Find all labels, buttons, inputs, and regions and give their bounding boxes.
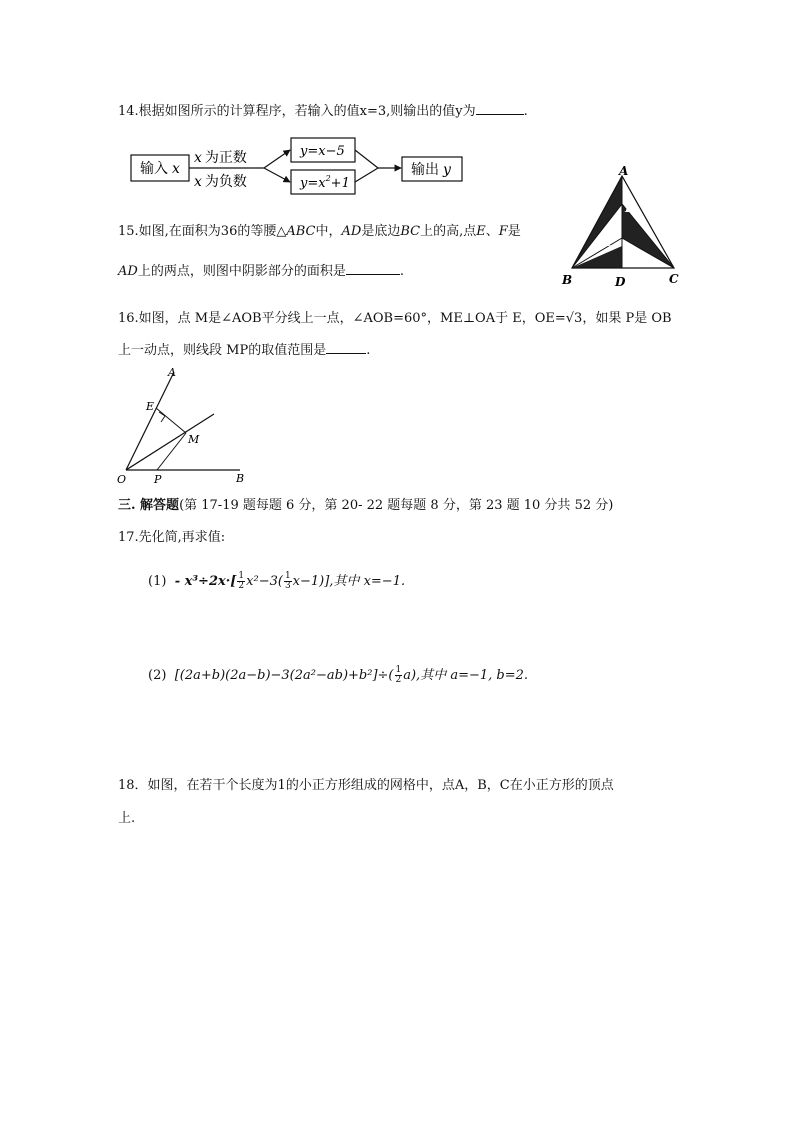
q14-flowchart (128, 134, 478, 198)
flow-branch-positive: x 为正数 (194, 150, 247, 166)
flow-arrow-up (264, 150, 290, 168)
label-b: B (562, 273, 573, 287)
flow-input-text: 输入 x (140, 161, 180, 177)
q15-line1: 15.如图,在面积为36的等腰△ABC中，AD是底边BC上的高,点E、F是 (118, 224, 521, 239)
label-e: E (146, 400, 155, 413)
fraction-third: $\frac{1}{3}$ (284, 571, 291, 591)
q15-line2: AD上的两点，则图中阴影部分的面积是 . (118, 264, 404, 279)
segment-mp (157, 433, 186, 470)
label-e: E (625, 201, 635, 215)
fraction-half-2: $\frac{1}{2}$ (395, 665, 402, 685)
label-m: M (188, 433, 200, 446)
flow-output-text: 输出 y (411, 162, 451, 178)
flow-arrow-down (264, 168, 290, 182)
label-c: C (669, 272, 679, 286)
section3-header (118, 497, 613, 515)
q17-title: 17.先化简,再求值: (118, 530, 226, 545)
q16-line1: 16.如图，点 M是∠AOB平分线上一点，∠AOB=60°，ME⊥OA于 E，OE=√3，如果 P是 OB (118, 311, 672, 326)
section3-title: 三. 解答题 (118, 498, 180, 513)
fraction-half: $\frac{1}{2}$ (238, 571, 245, 591)
q18-line1: 18．如图，在若干个长度为1的小正方形组成的网格中，点A，B，C在小正方形的顶点 (118, 778, 614, 793)
q17-part1: (1) - x³÷2x·[ $\frac{1}{2}$ x²−3( $\frac{1}{3}$ x−1)],其中 x=−1. (148, 571, 406, 591)
flow-branch-negative: x 为负数 (194, 174, 247, 190)
q15-triangle-figure (558, 162, 688, 292)
flow-merge-down (355, 168, 378, 182)
label-a: A (619, 164, 629, 178)
q16-angle-figure (112, 362, 262, 486)
flow-merge-up (355, 150, 378, 168)
q15-answer-blank[interactable] (346, 274, 400, 275)
segment-me (156, 408, 186, 433)
q14-answer-blank[interactable] (476, 114, 524, 115)
label-o: O (117, 473, 127, 486)
q14-text: 14.根据如图所示的计算程序，若输入的值x=3,则输出的值y为 . (118, 104, 528, 119)
right-angle-mark (159, 412, 165, 422)
label-f: F (606, 235, 615, 249)
label-d: D (615, 275, 626, 289)
q16-answer-blank[interactable] (326, 353, 366, 354)
q18-line2: 上. (118, 811, 136, 826)
flow-box-bottom-text: $y=x^2+1$ (300, 174, 350, 191)
flow-box-top-text: y=x−5 (300, 144, 345, 159)
label-b: B (236, 472, 245, 485)
q16-line2: 上一动点，则线段 MP的取值范围是 . (118, 343, 371, 358)
q17-part2: (2) [(2a+b)(2a−b)−3(2a²−ab)+b²]÷( $\frac{1}{2}$ a),其中 a=−1, b=2. (148, 665, 529, 685)
label-p: P (154, 473, 162, 486)
section3-note: (第 17-19 题每题 6 分，第 20- 22 题每题 8 分，第 23 题 10 分共 52 分) (179, 498, 614, 513)
label-a: A (168, 366, 176, 379)
